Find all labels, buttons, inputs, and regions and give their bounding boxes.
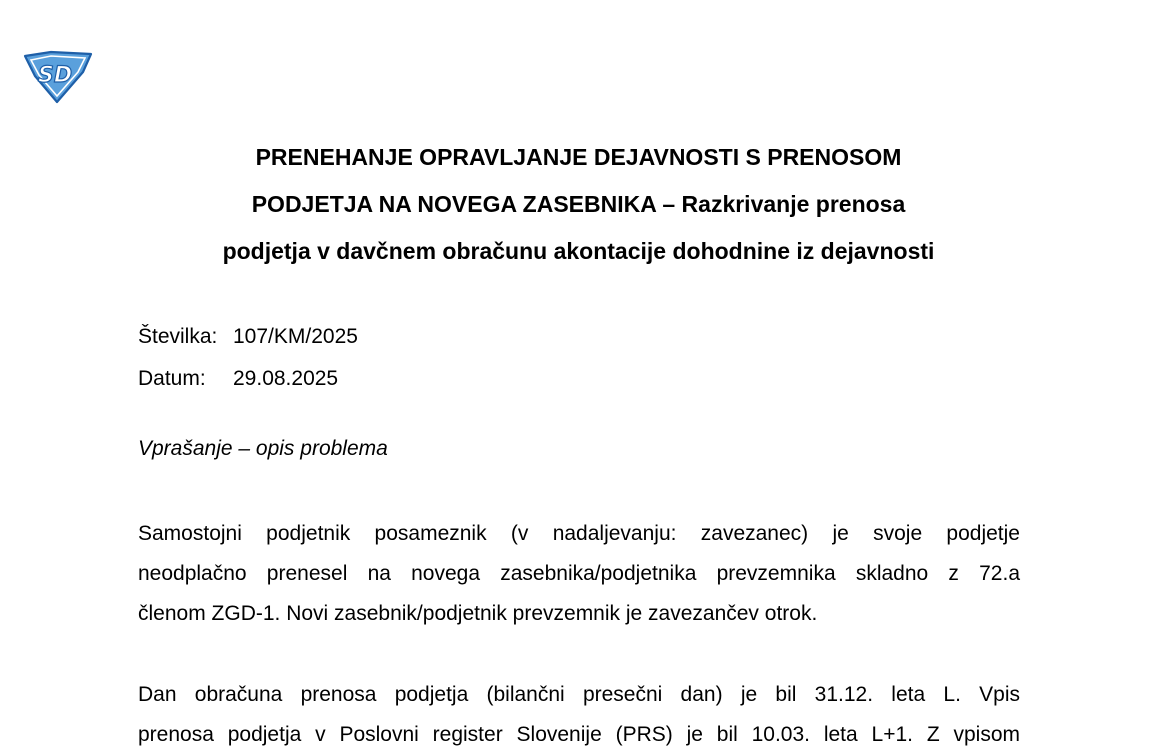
logo-emblem-icon [21, 48, 95, 104]
svg-text:SD: SD [38, 63, 73, 88]
section-heading: Vprašanje – opis problema [138, 437, 388, 460]
document-title [0, 134, 1157, 275]
paragraph-line: Dan obračuna prenosa podjetja (bilančni presečni dan) je bil 31.12. leta L. Vpis [138, 683, 1020, 706]
document-meta [138, 316, 358, 400]
document-number-label: Številka: [138, 325, 218, 348]
paragraph-line: Samostojni podjetnik posameznik (v nadaljevanju: zavezanec) je svoje podjetje [138, 522, 1020, 545]
title-line-3: podjetja v davčnem obračunu akontacije dohodnine iz dejavnosti [222, 238, 935, 264]
document-number-value: 107/KM/2025 [233, 325, 358, 348]
paragraph-line: neodplačno prenesel na novega zasebnika/podjetnika prevzemnika skladno z 72.a [138, 562, 1020, 585]
company-logo [21, 48, 95, 104]
document-date-value: 29.08.2025 [233, 367, 339, 390]
paragraph-1 [138, 514, 1020, 634]
paragraph-2 [138, 675, 1020, 755]
document-number-row [138, 316, 358, 358]
paragraph-line: členom ZGD-1. Novi zasebnik/podjetnik prevzemnik je zavezančev otrok. [138, 602, 818, 625]
paragraph-line: prenosa podjetja v Poslovni register Slovenije (PRS) je bil 10.03. leta L+1. Z vpisom [138, 723, 1020, 746]
title-line-2: PODJETJA NA NOVEGA ZASEBNIKA – Razkrivanje prenosa [251, 191, 906, 217]
document-date-label: Datum: [138, 367, 206, 390]
document-date-row [138, 358, 358, 400]
title-line-1: PRENEHANJE OPRAVLJANJE DEJAVNOSTI S PRENOSOM [255, 144, 902, 170]
